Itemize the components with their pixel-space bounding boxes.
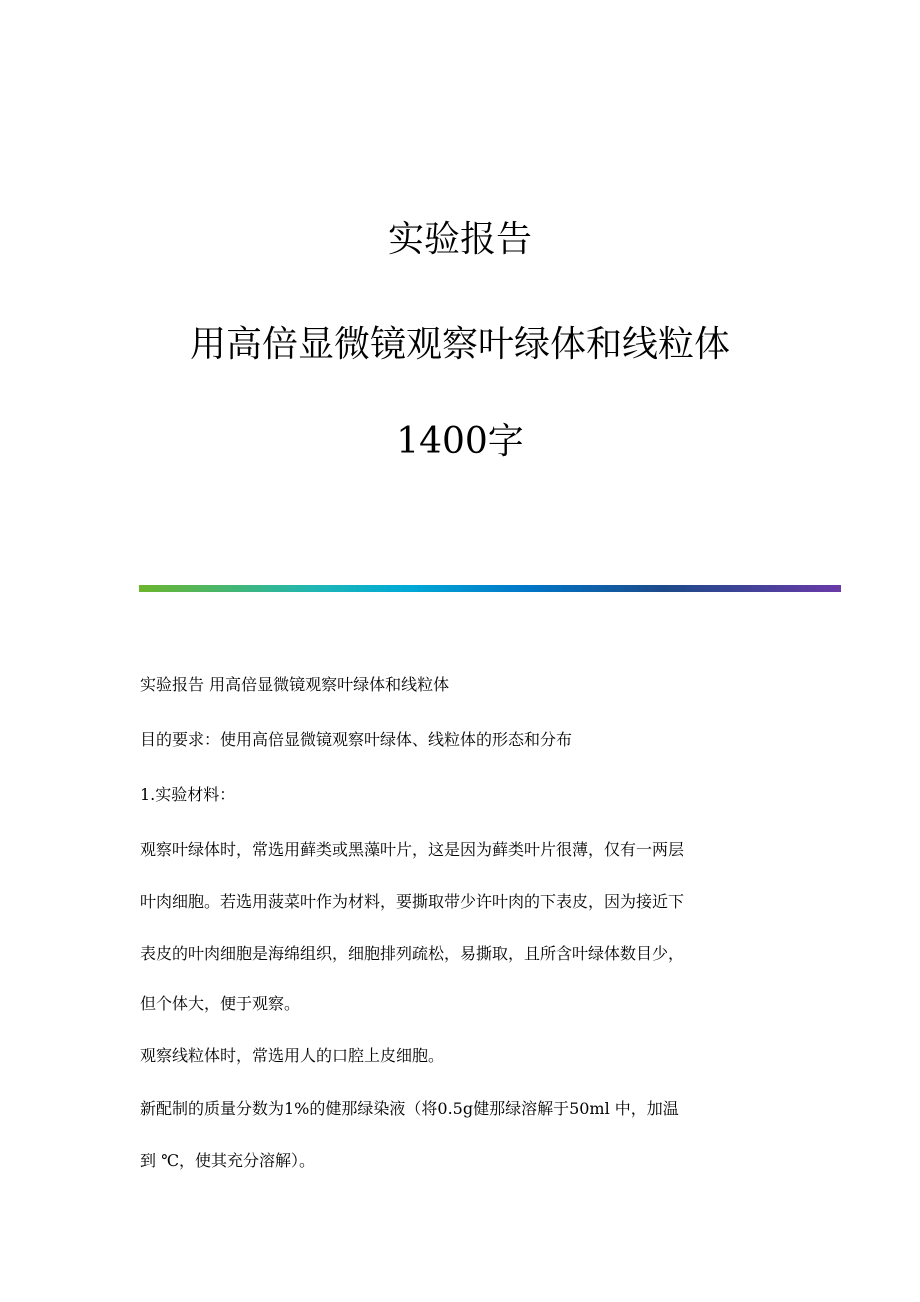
body-line: 观察线粒体时，常选用人的口腔上皮细胞。 [140, 1046, 445, 1065]
document-title: 实验报告 [387, 219, 532, 260]
body-line: 到 ℃，使其充分溶解）。 [140, 1151, 315, 1170]
body-line: 叶肉细胞。若选用菠菜叶作为材料，要撕取带少许叶肉的下表皮，因为接近下 [140, 892, 685, 911]
body-line: 1.实验材料： [140, 785, 236, 804]
gradient-divider [139, 585, 841, 592]
body-line: 实验报告 用高倍显微镜观察叶绿体和线粒体 [140, 675, 450, 694]
body-line: 新配制的质量分数为1%的健那绿染液（将0.5g健那绿溶解于50ml 中，加温 [140, 1099, 679, 1118]
document-subtitle: 用高倍显微镜观察叶绿体和线粒体 [189, 324, 730, 365]
body-line: 表皮的叶肉细胞是海绵组织，细胞排列疏松，易撕取，且所含叶绿体数目少， [140, 944, 685, 963]
body-line: 但个体大，便于观察。 [140, 994, 301, 1013]
body-line: 目的要求：使用高倍显微镜观察叶绿体、线粒体的形态和分布 [140, 730, 573, 749]
body-line: 观察叶绿体时，常选用藓类或黑藻叶片，这是因为藓类叶片很薄，仅有一两层 [140, 840, 685, 859]
word-count-heading: 1400字 [396, 421, 524, 462]
